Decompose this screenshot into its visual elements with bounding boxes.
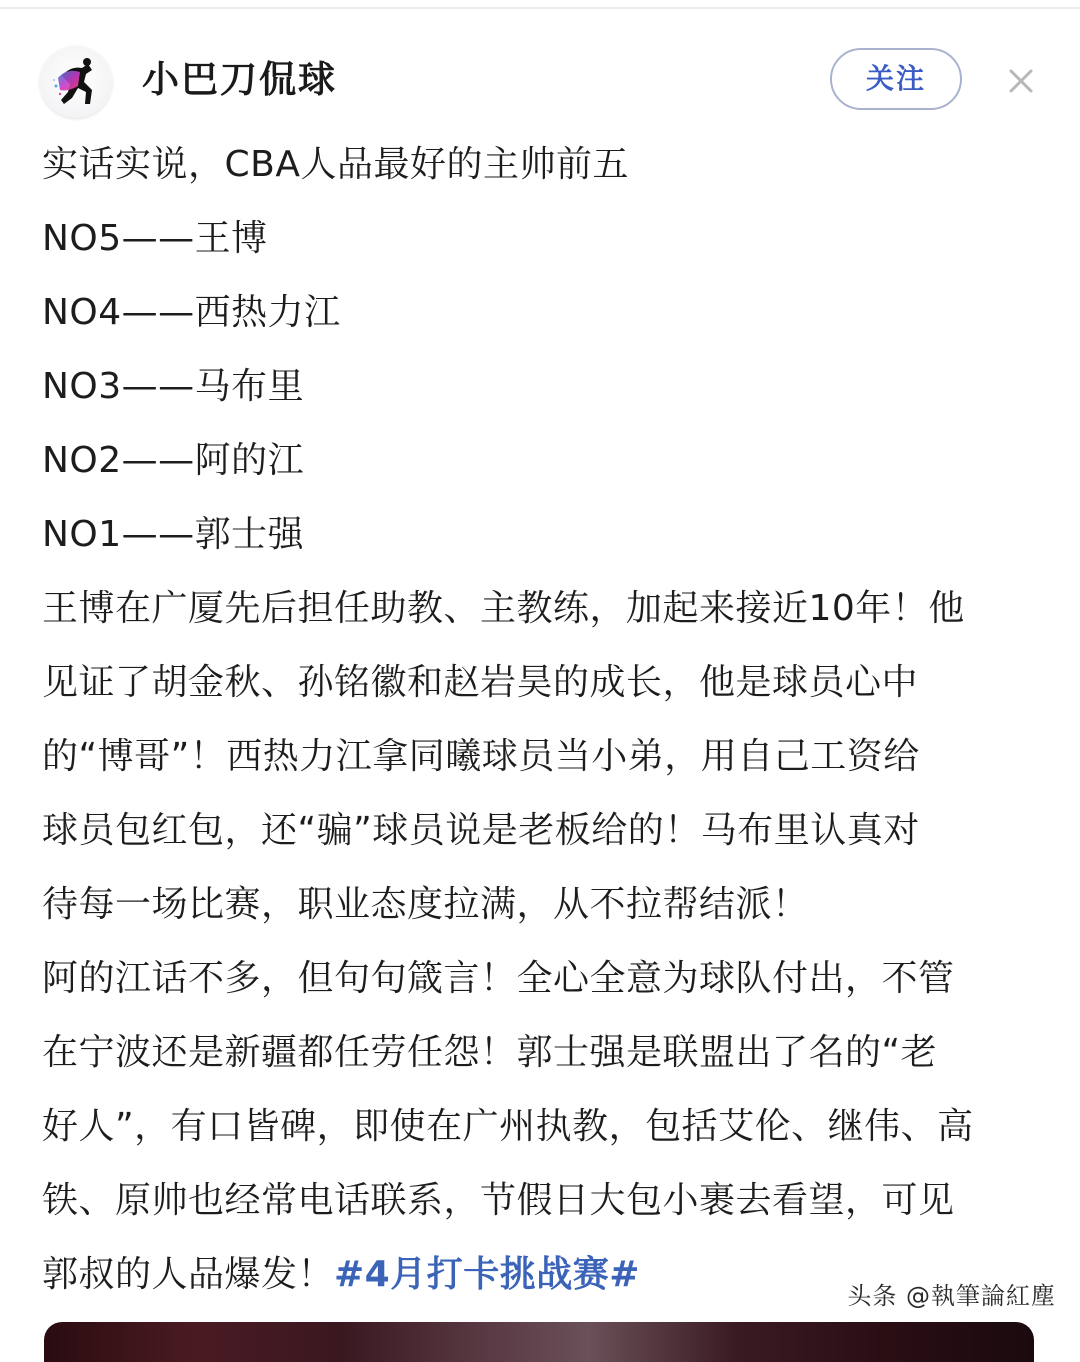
- top-divider: [0, 7, 1080, 9]
- rank-label: NO5: [42, 218, 122, 259]
- rank-label: NO1: [42, 514, 122, 555]
- body-line: 球员包红包，还“骗”球员说是老板给的！马布里认真对: [42, 810, 920, 851]
- body-line: 好人”，有口皆碑，即使在广州执教，包括艾伦、继伟、高: [42, 1106, 974, 1147]
- rank-label: NO4: [42, 292, 122, 333]
- ranking-item: [42, 276, 1042, 350]
- body-line: 铁、原帅也经常电话联系，节假日大包小裹去看望，可见: [42, 1180, 955, 1221]
- rank-label: NO2: [42, 440, 122, 481]
- coach-name: 西热力江: [194, 292, 341, 333]
- post-content: [42, 128, 1042, 1312]
- author-avatar[interactable]: [40, 46, 112, 118]
- hashtag-link[interactable]: #4月打卡挑战赛#: [334, 1254, 640, 1295]
- rank-separator: ——: [121, 514, 195, 555]
- body-line: 见证了胡金秋、孙铭徽和赵岩昊的成长，他是球员心中: [42, 662, 919, 703]
- coach-name: 阿的江: [194, 440, 305, 481]
- body-line: 王博在广厦先后担任助教、主教练，加起来接近10年！他: [42, 588, 965, 629]
- rank-separator: ——: [121, 292, 195, 333]
- ranking-item: [42, 202, 1042, 276]
- coach-name: 王博: [194, 218, 268, 259]
- rank-label: NO3: [42, 366, 122, 407]
- coach-name: 郭士强: [194, 514, 305, 555]
- ranking-item: [42, 498, 1042, 572]
- body-text: 郭叔的人品爆发！: [42, 1254, 335, 1295]
- ranking-item: [42, 424, 1042, 498]
- body-line: 阿的江话不多，但句句箴言！全心全意为球队付出，不管: [42, 958, 955, 999]
- close-button[interactable]: [1004, 64, 1038, 98]
- post-title: 实话实说，CBA人品最好的主帅前五: [42, 144, 629, 185]
- watermark: 头条 @執筆論紅塵: [847, 1282, 1056, 1310]
- ranking-item: [42, 350, 1042, 424]
- body-line: 的“博哥”！西热力江拿同曦球员当小弟，用自己工资给: [42, 736, 920, 777]
- post-header: [0, 44, 1080, 120]
- body-line: 待每一场比赛，职业态度拉满，从不拉帮结派！: [42, 884, 809, 925]
- running-man-avatar-icon: [40, 46, 112, 118]
- close-icon: [1004, 64, 1038, 98]
- rank-separator: ——: [121, 366, 195, 407]
- author-name[interactable]: 小巴刀侃球: [142, 58, 337, 101]
- post-image-preview[interactable]: [44, 1322, 1034, 1362]
- body-line: 在宁波还是新疆都任劳任怨！郭士强是联盟出了名的“老: [42, 1032, 938, 1073]
- rank-separator: ——: [121, 218, 195, 259]
- rank-separator: ——: [121, 440, 195, 481]
- follow-button[interactable]: 关注: [830, 48, 962, 110]
- coach-name: 马布里: [194, 366, 305, 407]
